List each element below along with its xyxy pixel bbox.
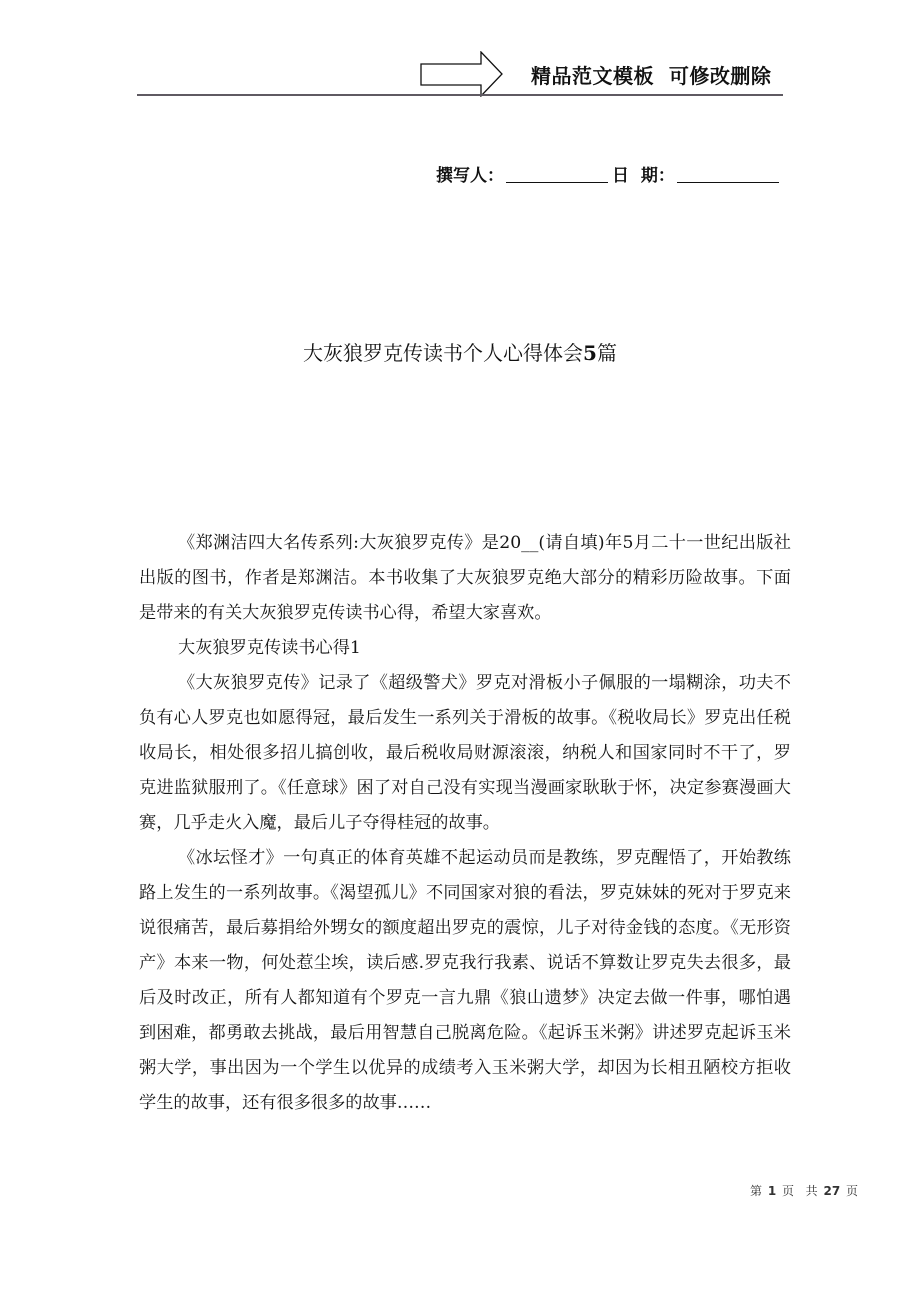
total-pages: 27	[823, 1184, 841, 1198]
title-suffix: 篇	[596, 341, 617, 365]
author-field[interactable]	[506, 162, 608, 183]
page-label-suffix: 页	[846, 1184, 859, 1198]
header-divider	[137, 94, 783, 96]
current-page: 1	[767, 1184, 777, 1198]
template-banner: 精品范文模板 可修改删除	[531, 64, 772, 88]
document-title	[0, 339, 920, 367]
body-paragraph: 《冰坛怪才》一句真正的体育英雄不起运动员而是教练，罗克醒悟了，开始教练路上发生的一系列故事。《渴望孤儿》不同国家对狼的看法，罗克妹妹的死对于罗克来说很痛苦，最后募捐给外甥女的额度超出罗克的震惊，儿子对待金钱的态度。《无形资产》本来一物，何处惹尘埃，读后感.罗克我行我素、说话不算数让罗克失去很多，最后及时改正，所有人都知道有个罗克一言九鼎《狼山遗梦》决定去做一件事，哪怕遇到困难，都勇敢去挑战，最后用智慧自己脱离危险。《起诉玉米粥》讲述罗克起诉玉米粥大学，事出因为一个学生以优异的成绩考入玉米粥大学，却因为长相丑陋校方拒收学生的故事，还有很多很多的故事……	[139, 848, 791, 1113]
document-body	[139, 526, 791, 1121]
right-arrow-outline-icon	[420, 51, 504, 97]
date-field[interactable]	[677, 162, 779, 183]
title-text: 大灰狼罗克传读书个人心得体会	[303, 341, 584, 365]
section-heading: 大灰狼罗克传读书心得1	[178, 638, 361, 658]
page-label-prefix: 第	[750, 1184, 763, 1198]
page-number	[750, 1182, 858, 1199]
body-paragraph: 《大灰狼罗克传》记录了《超级警犬》罗克对滑板小子佩服的一塌糊涂，功夫不负有心人罗克也如愿得冠，最后发生一系列关于滑板的故事。《税收局长》罗克出任税收局长，相处很多招儿搞创收，最后税收局财源滚滚，纳税人和国家同时不干了，罗克进监狱服刑了。《任意球》困了对自己没有实现当漫画家耿耿于怀，决定参赛漫画大赛，几乎走火入魔，最后儿子夺得桂冠的故事。	[139, 673, 791, 833]
title-count: 5	[583, 341, 597, 365]
intro-paragraph: 《郑渊洁四大名传系列:大灰狼罗克传》是20__(请自填)年5月二十一世纪出版社出版的图书，作者是郑渊洁。本书收集了大灰狼罗克绝大部分的精彩历险故事。下面是带来的有关大灰狼罗克传读书心得，希望大家喜欢。	[139, 533, 791, 623]
page-label-mid: 页 共	[782, 1184, 818, 1198]
date-label: 日 期：	[612, 166, 675, 186]
author-label: 撰写人：	[436, 166, 504, 186]
author-date-line	[436, 160, 781, 186]
